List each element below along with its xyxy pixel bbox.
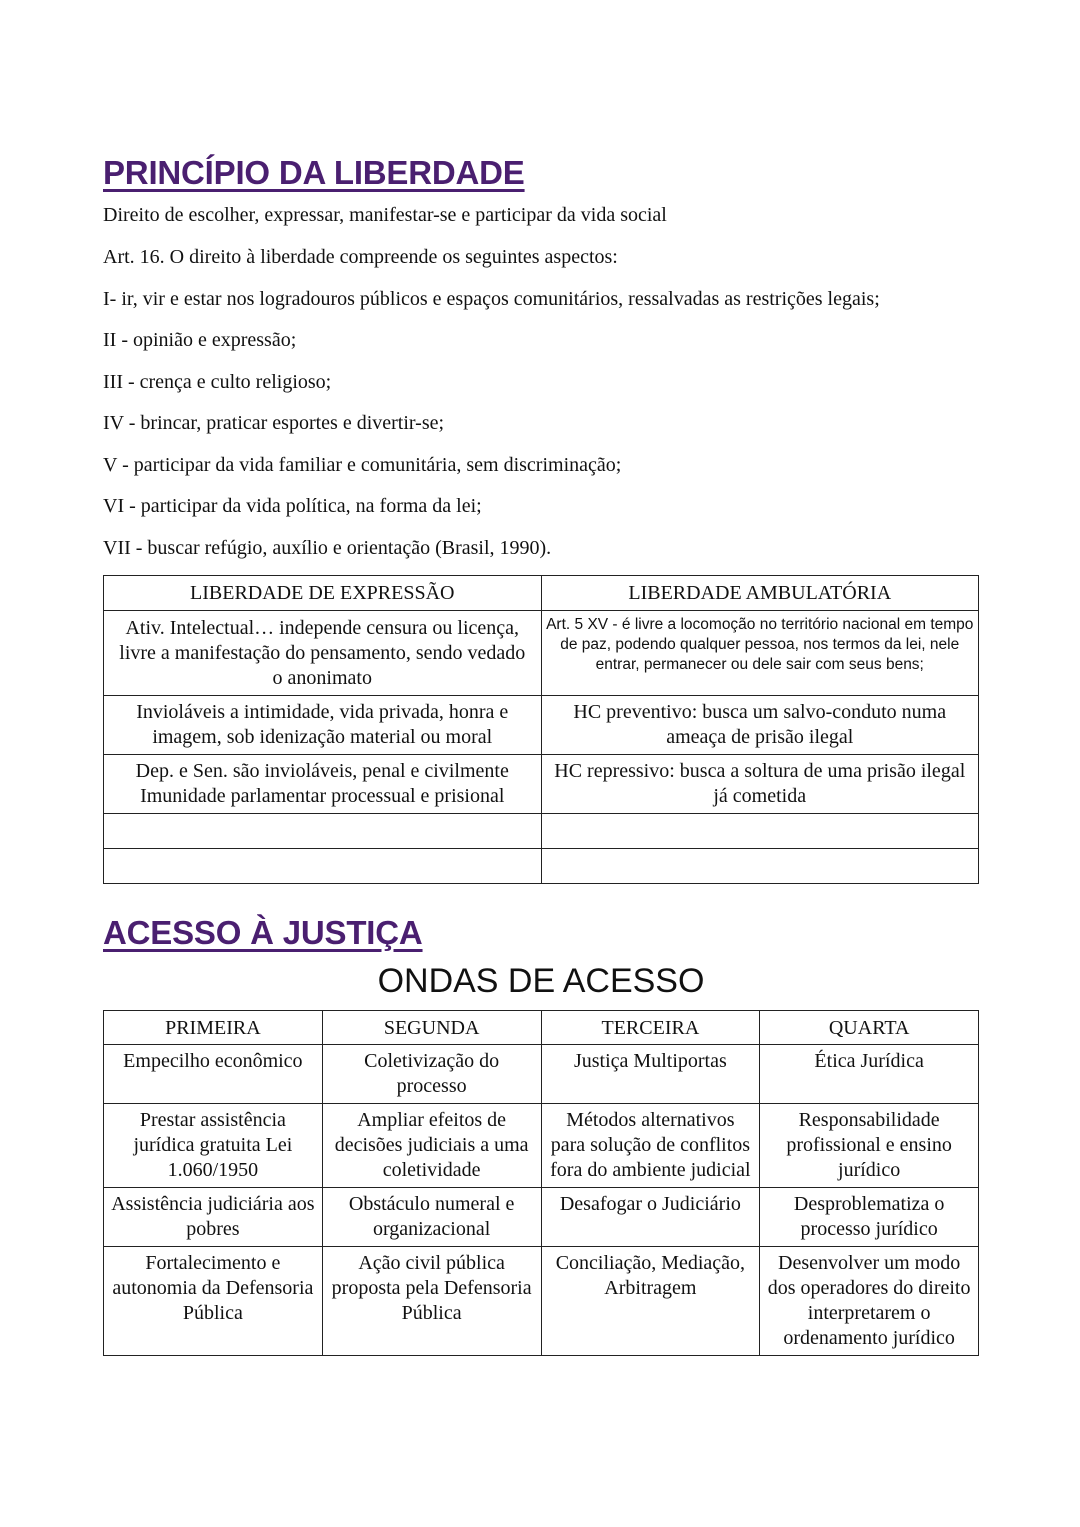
table-cell: Assistência judiciária aos pobres [104,1188,323,1247]
table-header-row [104,1011,979,1045]
table-cell: Conciliação, Mediação, Arbitragem [541,1247,760,1356]
heading-principio-liberdade: PRINCÍPIO DA LIBERDADE [103,154,525,191]
table-cell: Invioláveis a intimidade, vida privada, honra e imagem, sob idenização material ou moral [104,696,542,755]
table-row [104,849,979,884]
table-cell: Ética Jurídica [760,1045,979,1104]
table-cell: Dep. e Sen. são invioláveis, penal e civilmente Imunidade parlamentar processual e prisional [104,755,542,814]
subtitle-ondas-acesso: ONDAS DE ACESSO [377,962,705,1000]
header-terceira: TERCEIRA [541,1011,760,1045]
list-item: V - participar da vida familiar e comunitária, sem discriminação; [103,454,622,476]
header-quarta: QUARTA [760,1011,979,1045]
table-row [104,1045,979,1104]
table-cell: Ativ. Intelectual… independe censura ou licença, livre a manifestação do pensamento, sendo vedado o anonimato [104,611,542,696]
table-header-row [104,576,979,611]
list-item: II - opinião e expressão; [103,329,297,351]
header-primeira: PRIMEIRA [104,1011,323,1045]
table-row [104,814,979,849]
table-cell: Desafogar o Judiciário [541,1188,760,1247]
table-row [104,1247,979,1356]
header-segunda: SEGUNDA [322,1011,541,1045]
table-cell: Ação civil pública proposta pela Defensoria Pública [322,1247,541,1356]
table-cell [541,849,979,884]
table-row [104,1188,979,1247]
table-cell: Ampliar efeitos de decisões judiciais a uma coletividade [322,1104,541,1188]
table-cell [104,814,542,849]
table-cell: Métodos alternativos para solução de conflitos fora do ambiente judicial [541,1104,760,1188]
table-cell: Coletivização do processo [322,1045,541,1104]
list-item: I- ir, vir e estar nos logradouros públicos e espaços comunitários, ressalvadas as restrições legais; [103,288,880,310]
table-cell: Responsabilidade profissional e ensino jurídico [760,1104,979,1188]
table-row [104,1104,979,1188]
list-item: IV - brincar, praticar esportes e divertir-se; [103,412,445,434]
table-cell [541,814,979,849]
table-cell: Empecilho econômico [104,1045,323,1104]
table-cell: Justiça Multiportas [541,1045,760,1104]
table-row [104,755,979,814]
table-cell [104,849,542,884]
table-cell: Desenvolver um modo dos operadores do direito interpretarem o ordenamento jurídico [760,1247,979,1356]
heading-acesso-justica: ACESSO À JUSTIÇA [103,914,423,951]
table-cell: Obstáculo numeral e organizacional [322,1188,541,1247]
liberdade-table [103,575,979,884]
table-cell: HC repressivo: busca a soltura de uma prisão ilegal já cometida [541,755,979,814]
table-cell: Desproblematiza o processo jurídico [760,1188,979,1247]
table-cell: HC preventivo: busca um salvo-conduto numa ameaça de prisão ilegal [541,696,979,755]
intro-text: Direito de escolher, expressar, manifestar-se e participar da vida social [103,204,667,226]
header-liberdade-ambulatoria: LIBERDADE AMBULATÓRIA [541,576,979,611]
list-item: VII - buscar refúgio, auxílio e orientação (Brasil, 1990). [103,537,552,559]
list-item: III - crença e culto religioso; [103,371,332,393]
table-cell: Fortalecimento e autonomia da Defensoria Pública [104,1247,323,1356]
table-cell: Art. 5 XV - é livre a locomoção no território nacional em tempo de paz, podendo qualquer pessoa, nos termos da lei, nele entrar, permanecer ou dele sair com seus bens; [541,611,979,696]
table-row [104,611,979,696]
header-liberdade-expressao: LIBERDADE DE EXPRESSÃO [104,576,542,611]
article-text: Art. 16. O direito à liberdade compreende os seguintes aspectos: [103,246,618,268]
table-cell: Prestar assistência jurídica gratuita Lei 1.060/1950 [104,1104,323,1188]
list-item: VI - participar da vida política, na forma da lei; [103,495,482,517]
table-row [104,696,979,755]
ondas-table [103,1010,979,1356]
